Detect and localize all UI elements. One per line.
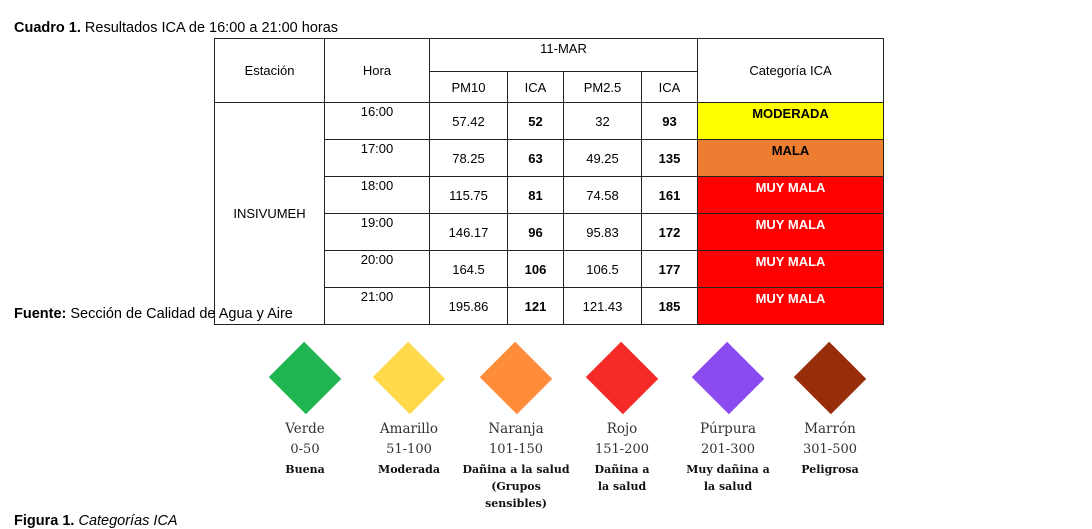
ica-pm10-cell: 106 <box>508 251 564 288</box>
legend-name: Verde <box>285 421 325 437</box>
figure-caption-text: Categorías ICA <box>74 513 178 529</box>
header-date: 11-MAR <box>430 39 698 72</box>
source-note <box>14 306 293 322</box>
brown-diamond-icon <box>794 342 866 414</box>
legend-desc: Dañina a la salud (Grupos sensibles) <box>462 463 570 510</box>
ica-pm10-cell: 52 <box>508 103 564 140</box>
legend-name: Marrón <box>804 421 856 437</box>
purple-diamond-icon <box>692 342 764 414</box>
pm25-cell: 74.58 <box>564 177 642 214</box>
categoria-cell: MUY MALA <box>698 177 884 214</box>
yellow-diamond-icon <box>373 342 445 414</box>
legend-desc: Peligrosa <box>801 463 859 476</box>
hora-cell: 20:00 <box>325 251 430 288</box>
legend-range: 201-300 <box>700 442 756 457</box>
figure-caption-label: Figura 1. <box>14 513 75 529</box>
source-text: Sección de Calidad de Agua y Aire <box>66 306 293 322</box>
pm25-cell: 121.43 <box>564 288 642 325</box>
legend-range: 301-500 <box>802 442 858 457</box>
header-pm25: PM2.5 <box>564 72 642 103</box>
ica-pm10-cell: 81 <box>508 177 564 214</box>
pm10-cell: 164.5 <box>430 251 508 288</box>
legend-item-naranja <box>462 348 570 512</box>
legend-item-purpura <box>678 348 778 495</box>
station-name: INSIVUMEH <box>215 103 325 325</box>
ica-pm10-cell: 63 <box>508 140 564 177</box>
table-caption <box>14 20 338 36</box>
header-ica-pm10: ICA <box>508 72 564 103</box>
hora-cell: 18:00 <box>325 177 430 214</box>
categoria-cell: MALA <box>698 140 884 177</box>
ica-pm25-cell: 161 <box>642 177 698 214</box>
pm25-cell: 32 <box>564 103 642 140</box>
orange-diamond-icon <box>480 342 552 414</box>
legend-range: 0-50 <box>290 442 320 457</box>
ica-pm25-cell: 185 <box>642 288 698 325</box>
ica-results-table <box>214 38 884 325</box>
legend-name: Naranja <box>488 421 544 437</box>
hora-cell: 16:00 <box>325 103 430 140</box>
legend-item-marron <box>780 348 880 478</box>
table-caption-label: Cuadro 1. <box>14 20 81 36</box>
red-diamond-icon <box>586 342 658 414</box>
hora-cell: 21:00 <box>325 288 430 325</box>
legend-name: Amarillo <box>379 421 439 437</box>
pm25-cell: 95.83 <box>564 214 642 251</box>
categoria-cell: MODERADA <box>698 103 884 140</box>
pm10-cell: 146.17 <box>430 214 508 251</box>
figure-caption <box>14 513 178 529</box>
table-caption-text: Resultados ICA de 16:00 a 21:00 horas <box>80 20 339 36</box>
pm10-cell: 57.42 <box>430 103 508 140</box>
header-estacion: Estación <box>215 39 325 103</box>
categoria-cell: MUY MALA <box>698 214 884 251</box>
categoria-cell: MUY MALA <box>698 251 884 288</box>
source-label: Fuente: <box>14 306 67 322</box>
ica-pm25-cell: 93 <box>642 103 698 140</box>
ica-pm25-cell: 172 <box>642 214 698 251</box>
legend-range: 101-150 <box>488 442 544 457</box>
header-hora: Hora <box>325 39 430 103</box>
ica-pm25-cell: 135 <box>642 140 698 177</box>
legend-name: Púrpura <box>699 421 757 437</box>
categoria-cell: MUY MALA <box>698 288 884 325</box>
header-pm10: PM10 <box>430 72 508 103</box>
legend-range: 151-200 <box>594 442 650 457</box>
legend-desc: Dañina a la salud <box>594 463 650 493</box>
pm10-cell: 195.86 <box>430 288 508 325</box>
ica-pm10-cell: 96 <box>508 214 564 251</box>
legend-range: 51-100 <box>386 442 432 457</box>
hora-cell: 17:00 <box>325 140 430 177</box>
legend-item-amarillo <box>359 348 459 478</box>
green-diamond-icon <box>269 342 341 414</box>
ica-pm10-cell: 121 <box>508 288 564 325</box>
legend-item-verde <box>255 348 355 478</box>
table-row <box>215 103 884 140</box>
legend-item-rojo <box>572 348 672 495</box>
legend-desc: Buena <box>285 463 325 476</box>
header-ica-pm25: ICA <box>642 72 698 103</box>
pm10-cell: 78.25 <box>430 140 508 177</box>
ica-pm25-cell: 177 <box>642 251 698 288</box>
legend-desc: Moderada <box>378 463 440 476</box>
pm25-cell: 106.5 <box>564 251 642 288</box>
pm25-cell: 49.25 <box>564 140 642 177</box>
legend-desc: Muy dañina a la salud <box>686 463 770 493</box>
header-categoria: Categoría ICA <box>698 39 884 103</box>
ica-category-legend <box>255 348 885 510</box>
pm10-cell: 115.75 <box>430 177 508 214</box>
hora-cell: 19:00 <box>325 214 430 251</box>
legend-name: Rojo <box>606 421 638 437</box>
